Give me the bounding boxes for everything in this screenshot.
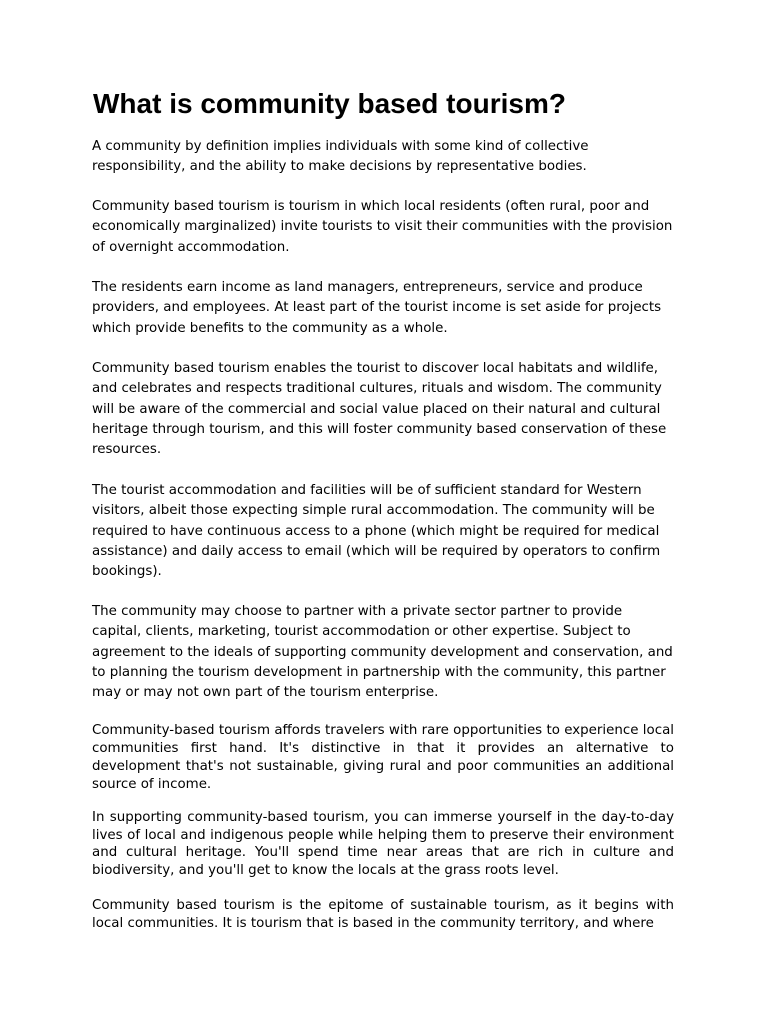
paragraph-sustainable-epitome: Community based tourism is the epitome of sustainable tourism, as it begins with local communities. It is tourism that is based in the community territory, and where xyxy=(92,898,674,931)
paragraph-rare-opportunities: Community-based tourism affords travelers with rare opportunities to experience local communities first hand. It's distinctive in that it provides an alternative to development that's not sustainable, giving rural and poor communities an additional source of income. xyxy=(92,723,674,792)
paragraph-accommodation-standards: The tourist accommodation and facilities will be of sufficient standard for Western visitors, albeit those expecting simple rural accommodation. The community will be required to have continuous access to a phone (which might be required for medical assistance) and daily access to email (which will be required by operators to confirm bookings). xyxy=(92,483,661,580)
paragraph-resident-income: The residents earn income as land managers, entrepreneurs, service and produce providers, and employees. At least part of the tourist income is set aside for projects which provide benefits to the community as a whole. xyxy=(92,280,662,336)
paragraph-habitats-culture: Community based tourism enables the tourist to discover local habitats and wildlife, and celebrates and respects traditional cultures, rituals and wisdom. The community will be aware of the commercial and social value placed on their natural and cultural heritage through tourism, and this will foster community based conservation of these resources. xyxy=(92,361,667,458)
page-title: What is community based tourism? xyxy=(93,88,566,119)
paragraph-community-definition: A community by definition implies individuals with some kind of collective responsibility, and the ability to make decisions by representative bodies. xyxy=(92,139,589,175)
paragraph-private-partner: The community may choose to partner with a private sector partner to provide capital, clients, marketing, tourist accommodation or other expertise. Subject to agreement to the ideals of supporting community development and conservation, and to planning the tourism development in partnership with the community, this partner may or may not own part of the tourism enterprise. xyxy=(92,604,673,701)
paragraph-supporting-cbt: In supporting community-based tourism, you can immerse yourself in the day-to-day lives of local and indigenous people while helping them to preserve their environment and cultural heritage. You'll spend time near areas that are rich in culture and biodiversity, and you'll get to know the locals at the grass roots level. xyxy=(92,810,674,878)
paragraph-cbt-definition: Community based tourism is tourism in which local residents (often rural, poor and economically marginalized) invite tourists to visit their communities with the provision of overnight accommodation. xyxy=(92,199,673,255)
